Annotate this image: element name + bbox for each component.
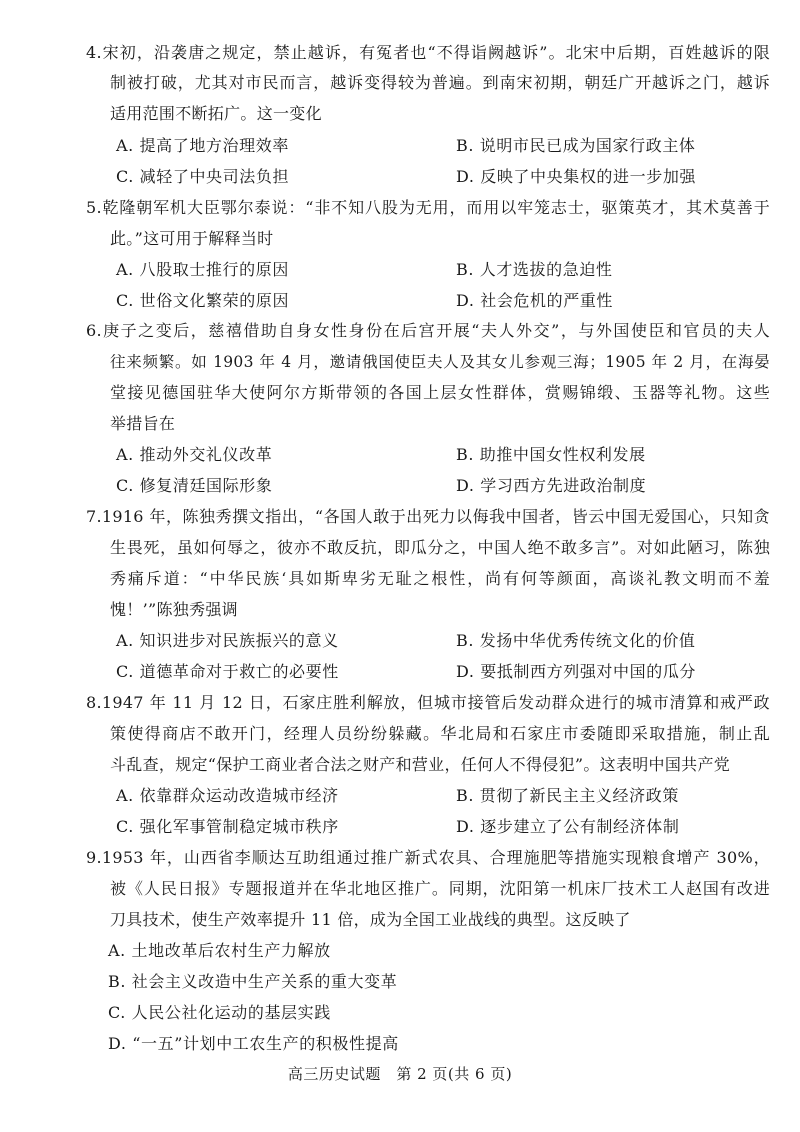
- question-9-stem-line: 9.1953 年，山西省李顺达互助组通过推广新式农具、合理施肥等措施实现粮食增产 30%，: [86, 848, 770, 867]
- question-8-option-b: B. 贯彻了新民主主义经济政策: [456, 786, 679, 805]
- question-4-option-d: D. 反映了中央集权的进一步加强: [456, 167, 697, 186]
- question-7-option-b: B. 发扬中华优秀传统文化的价值: [456, 631, 696, 650]
- question-6-stem-line: 往来频繁。如 1903 年 4 月，邀请俄国使臣夫人及其女儿参观三海；1905 年 2 月，在海晏: [110, 353, 770, 371]
- question-7-option-d: D. 要抵制西方列强对中国的瓜分: [456, 662, 697, 681]
- question-6-option-c: C. 修复清廷国际形象: [116, 476, 273, 495]
- question-7-option-a: A. 知识进步对民族振兴的意义: [116, 631, 339, 650]
- question-7-stem-line: 7.1916 年，陈独秀撰文指出，“各国人敢于出死力以侮我中国者，皆云中国无爱国心，只知贪: [86, 507, 770, 526]
- question-7-stem-line: 生畏死，虽如何辱之，彼亦不敢反抗，即瓜分之，中国人绝不敢多言”。对如此陋习，陈独: [110, 538, 770, 557]
- question-9-option-d: D. “一五”计划中工农生产的积极性提高: [108, 1034, 399, 1053]
- question-6-option-d: D. 学习西方先进政治制度: [456, 476, 647, 495]
- question-9-stem-line: 被《人民日报》专题报道并在华北地区推广。同期，沈阳第一机床厂技术工人赵国有改进: [110, 879, 770, 898]
- question-6-option-a: A. 推动外交礼仪改革: [116, 445, 273, 464]
- question-5-stem-line: 5.乾隆朝军机大臣鄂尔泰说：“非不知八股为无用，而用以牢笼志士，驱策英才，其术莫善于: [86, 198, 770, 217]
- question-6-stem-line: 堂接见德国驻华大使阿尔方斯带领的各国上层女性群体，赏赐锦缎、玉器等礼物。这些: [110, 383, 770, 402]
- question-5-option-c: C. 世俗文化繁荣的原因: [116, 291, 290, 310]
- question-4-stem-line: 4.宋初，沿袭唐之规定，禁止越诉，有冤者也“不得诣阙越诉”。北宋中后期，百姓越诉的限: [86, 43, 770, 62]
- question-4-option-b: B. 说明市民已成为国家行政主体: [456, 136, 696, 155]
- question-4-option-a: A. 提高了地方治理效率: [116, 136, 289, 155]
- question-8-option-c: C. 强化军事管制稳定城市秩序: [116, 817, 339, 836]
- question-8-stem-line: 策使得商店不敢开门，经理人员纷纷躲藏。华北局和石家庄市委随即采取措施，制止乱: [110, 724, 770, 743]
- question-9-stem-line: 刀具技术，使生产效率提升 11 倍，成为全国工业战线的典型。这反映了: [110, 910, 631, 929]
- question-9-option-a: A. 土地改革后农村生产力解放: [108, 941, 331, 960]
- question-8-stem-line: 斗乱查，规定“保护工商业者合法之财产和营业，任何人不得侵犯”。这表明中国共产党: [110, 755, 731, 774]
- question-7-stem-line: 愧！’”陈独秀强调: [110, 600, 238, 619]
- question-7-option-c: C. 道德革命对于救亡的必要性: [116, 662, 339, 681]
- question-8-option-d: D. 逐步建立了公有制经济体制: [456, 817, 680, 836]
- question-5-stem-line: 此。”这可用于解释当时: [110, 229, 274, 248]
- question-5-option-b: B. 人才选拔的急迫性: [456, 260, 613, 279]
- question-8-option-a: A. 依靠群众运动改造城市经济: [116, 786, 339, 805]
- question-4-stem-line: 适用范围不断拓广。这一变化: [110, 104, 322, 123]
- question-4-option-c: C. 减轻了中央司法负担: [116, 167, 290, 186]
- question-8-stem-line: 8.1947 年 11 月 12 日，石家庄胜利解放，但城市接管后发动群众进行的城市清算和戒严政: [86, 693, 770, 712]
- question-5-option-a: A. 八股取士推行的原因: [116, 260, 289, 279]
- question-6-stem-line: 6.庚子之变后，慈禧借助自身女性身份在后宫开展“夫人外交”，与外国使臣和官员的夫人: [86, 321, 770, 340]
- question-9-option-c: C. 人民公社化运动的基层实践: [108, 1003, 331, 1022]
- question-5-option-d: D. 社会危机的严重性: [456, 291, 614, 310]
- question-6-stem-line: 举措旨在: [110, 414, 176, 433]
- question-9-option-b: B. 社会主义改造中生产关系的重大变革: [108, 972, 398, 991]
- question-7-stem-line: 秀痛斥道：“中华民族‘具如斯卑劣无耻之根性，尚有何等颜面，高谈礼教文明而不羞: [110, 569, 770, 588]
- question-6-option-b: B. 助推中国女性权利发展: [456, 445, 646, 464]
- page-footer: 高三历史试题 第 2 页(共 6 页): [287, 1065, 513, 1083]
- question-4-stem-line: 制被打破，尤其对市民而言，越诉变得较为普遍。到南宋初期，朝廷广开越诉之门，越诉: [110, 73, 770, 92]
